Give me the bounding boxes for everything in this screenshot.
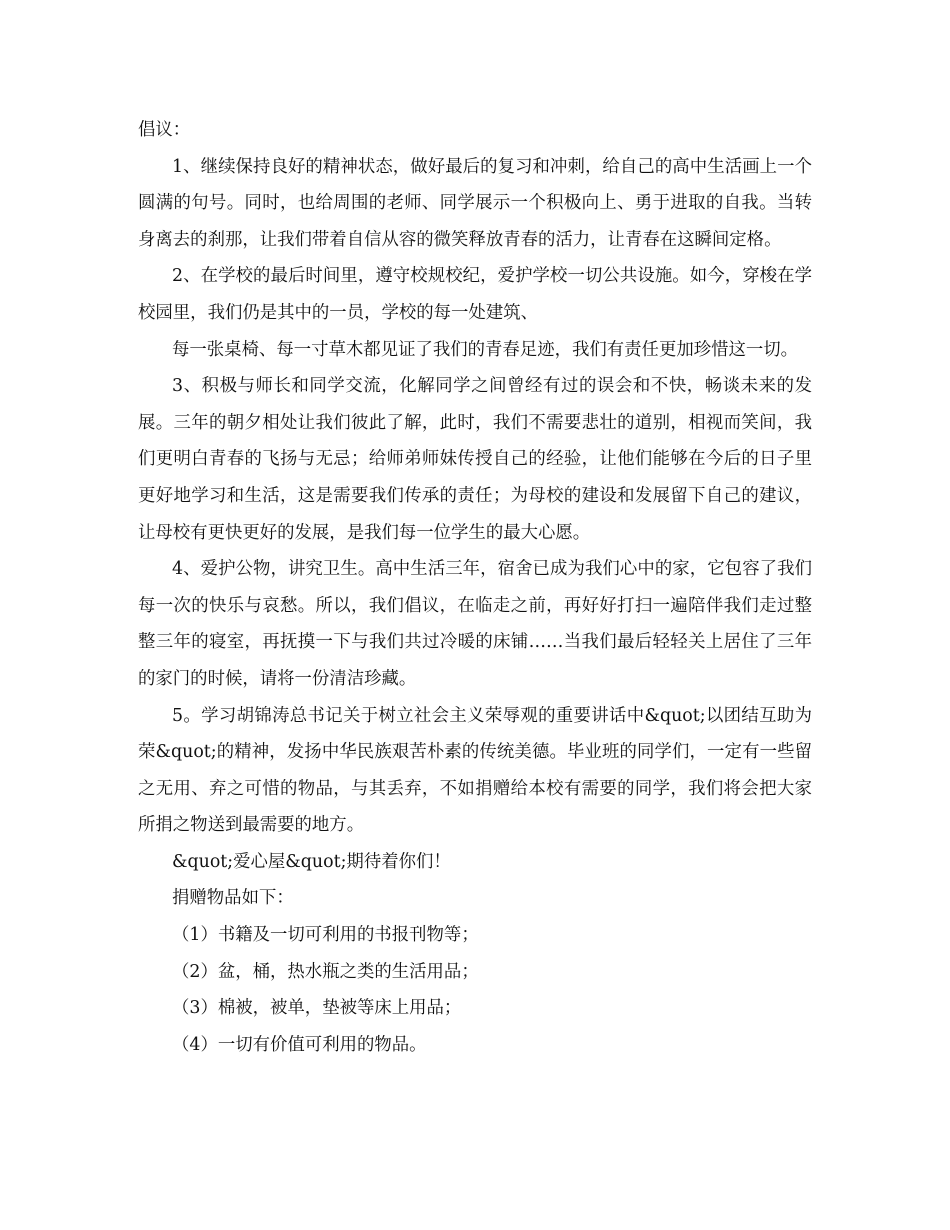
proposal-item-1: 1、继续保持良好的精神状态，做好最后的复习和冲刺，给自己的高中生活画上一个圆满的句号。同时，也给周围的老师、同学展示一个积极向上、勇于进取的自我。当转身离去的刹那，让我们带着自信从容的微笑释放青春的活力，让青春在这瞬间定格。 xyxy=(138,156,812,250)
donation-item-1: （1）书籍及一切可利用的书报刊物等； xyxy=(172,925,479,946)
document-body xyxy=(138,112,812,1063)
proposal-heading: 倡议： xyxy=(138,120,191,140)
donation-list-title: 捐赠物品如下： xyxy=(172,888,294,909)
proposal-item-5: 5。学习胡锦涛总书记关于树立社会主义荣辱观的重要讲话中&quot;以团结互助为荣&quot;的精神，发扬中华民族艰苦朴素的传统美德。毕业班的同学们，一定有一些留之无用、弃之可惜的物品，与其丢弃，不如捐赠给本校有需要的同学，我们将会把大家所捐之物送到最需要的地方。 xyxy=(138,705,812,836)
donation-item-4: （4）一切有价值可利用的物品。 xyxy=(172,1034,427,1055)
donation-item-2: （2）盆，桶，热水瓶之类的生活用品； xyxy=(172,961,479,982)
proposal-item-2: 2、在学校的最后时间里，遵守校规校纪，爱护学校一切公共设施。如今，穿梭在学校园里，我们仍是其中的一员，学校的每一处建筑、 xyxy=(138,266,812,323)
proposal-item-4: 4、爱护公物，讲究卫生。高中生活三年，宿舍已成为我们心中的家，它包容了我们每一次的快乐与哀愁。所以，我们倡议，在临走之前，再好好打扫一遍陪伴我们走过整整三年的寝室，再抚摸一下与我们共过冷暖的床铺……当我们最后轻轻关上居住了三年的家门的时候，请将一份清洁珍藏。 xyxy=(138,559,812,689)
donation-item-3: （3）棉被，被单，垫被等床上用品； xyxy=(172,998,462,1019)
proposal-item-2-continued: 每一张桌椅、每一寸草木都见证了我们的青春足迹，我们有责任更加珍惜这一切。 xyxy=(172,339,799,360)
closing-line: &quot;爱心屋&quot;期待着你们！ xyxy=(172,851,451,872)
proposal-item-3: 3、积极与师长和同学交流，化解同学之间曾经有过的误会和不快，畅谈未来的发展。三年的朝夕相处让我们彼此了解，此时，我们不需要悲壮的道别，相视而笑间，我们更明白青春的飞扬与无忌；给师弟师妹传授自己的经验，让他们能够在今后的日子里更好地学习和生活，这是需要我们传承的责任；为母校的建设和发展留下自己的建议，让母校有更快更好的发展，是我们每一位学生的最大心愿。 xyxy=(138,376,812,543)
